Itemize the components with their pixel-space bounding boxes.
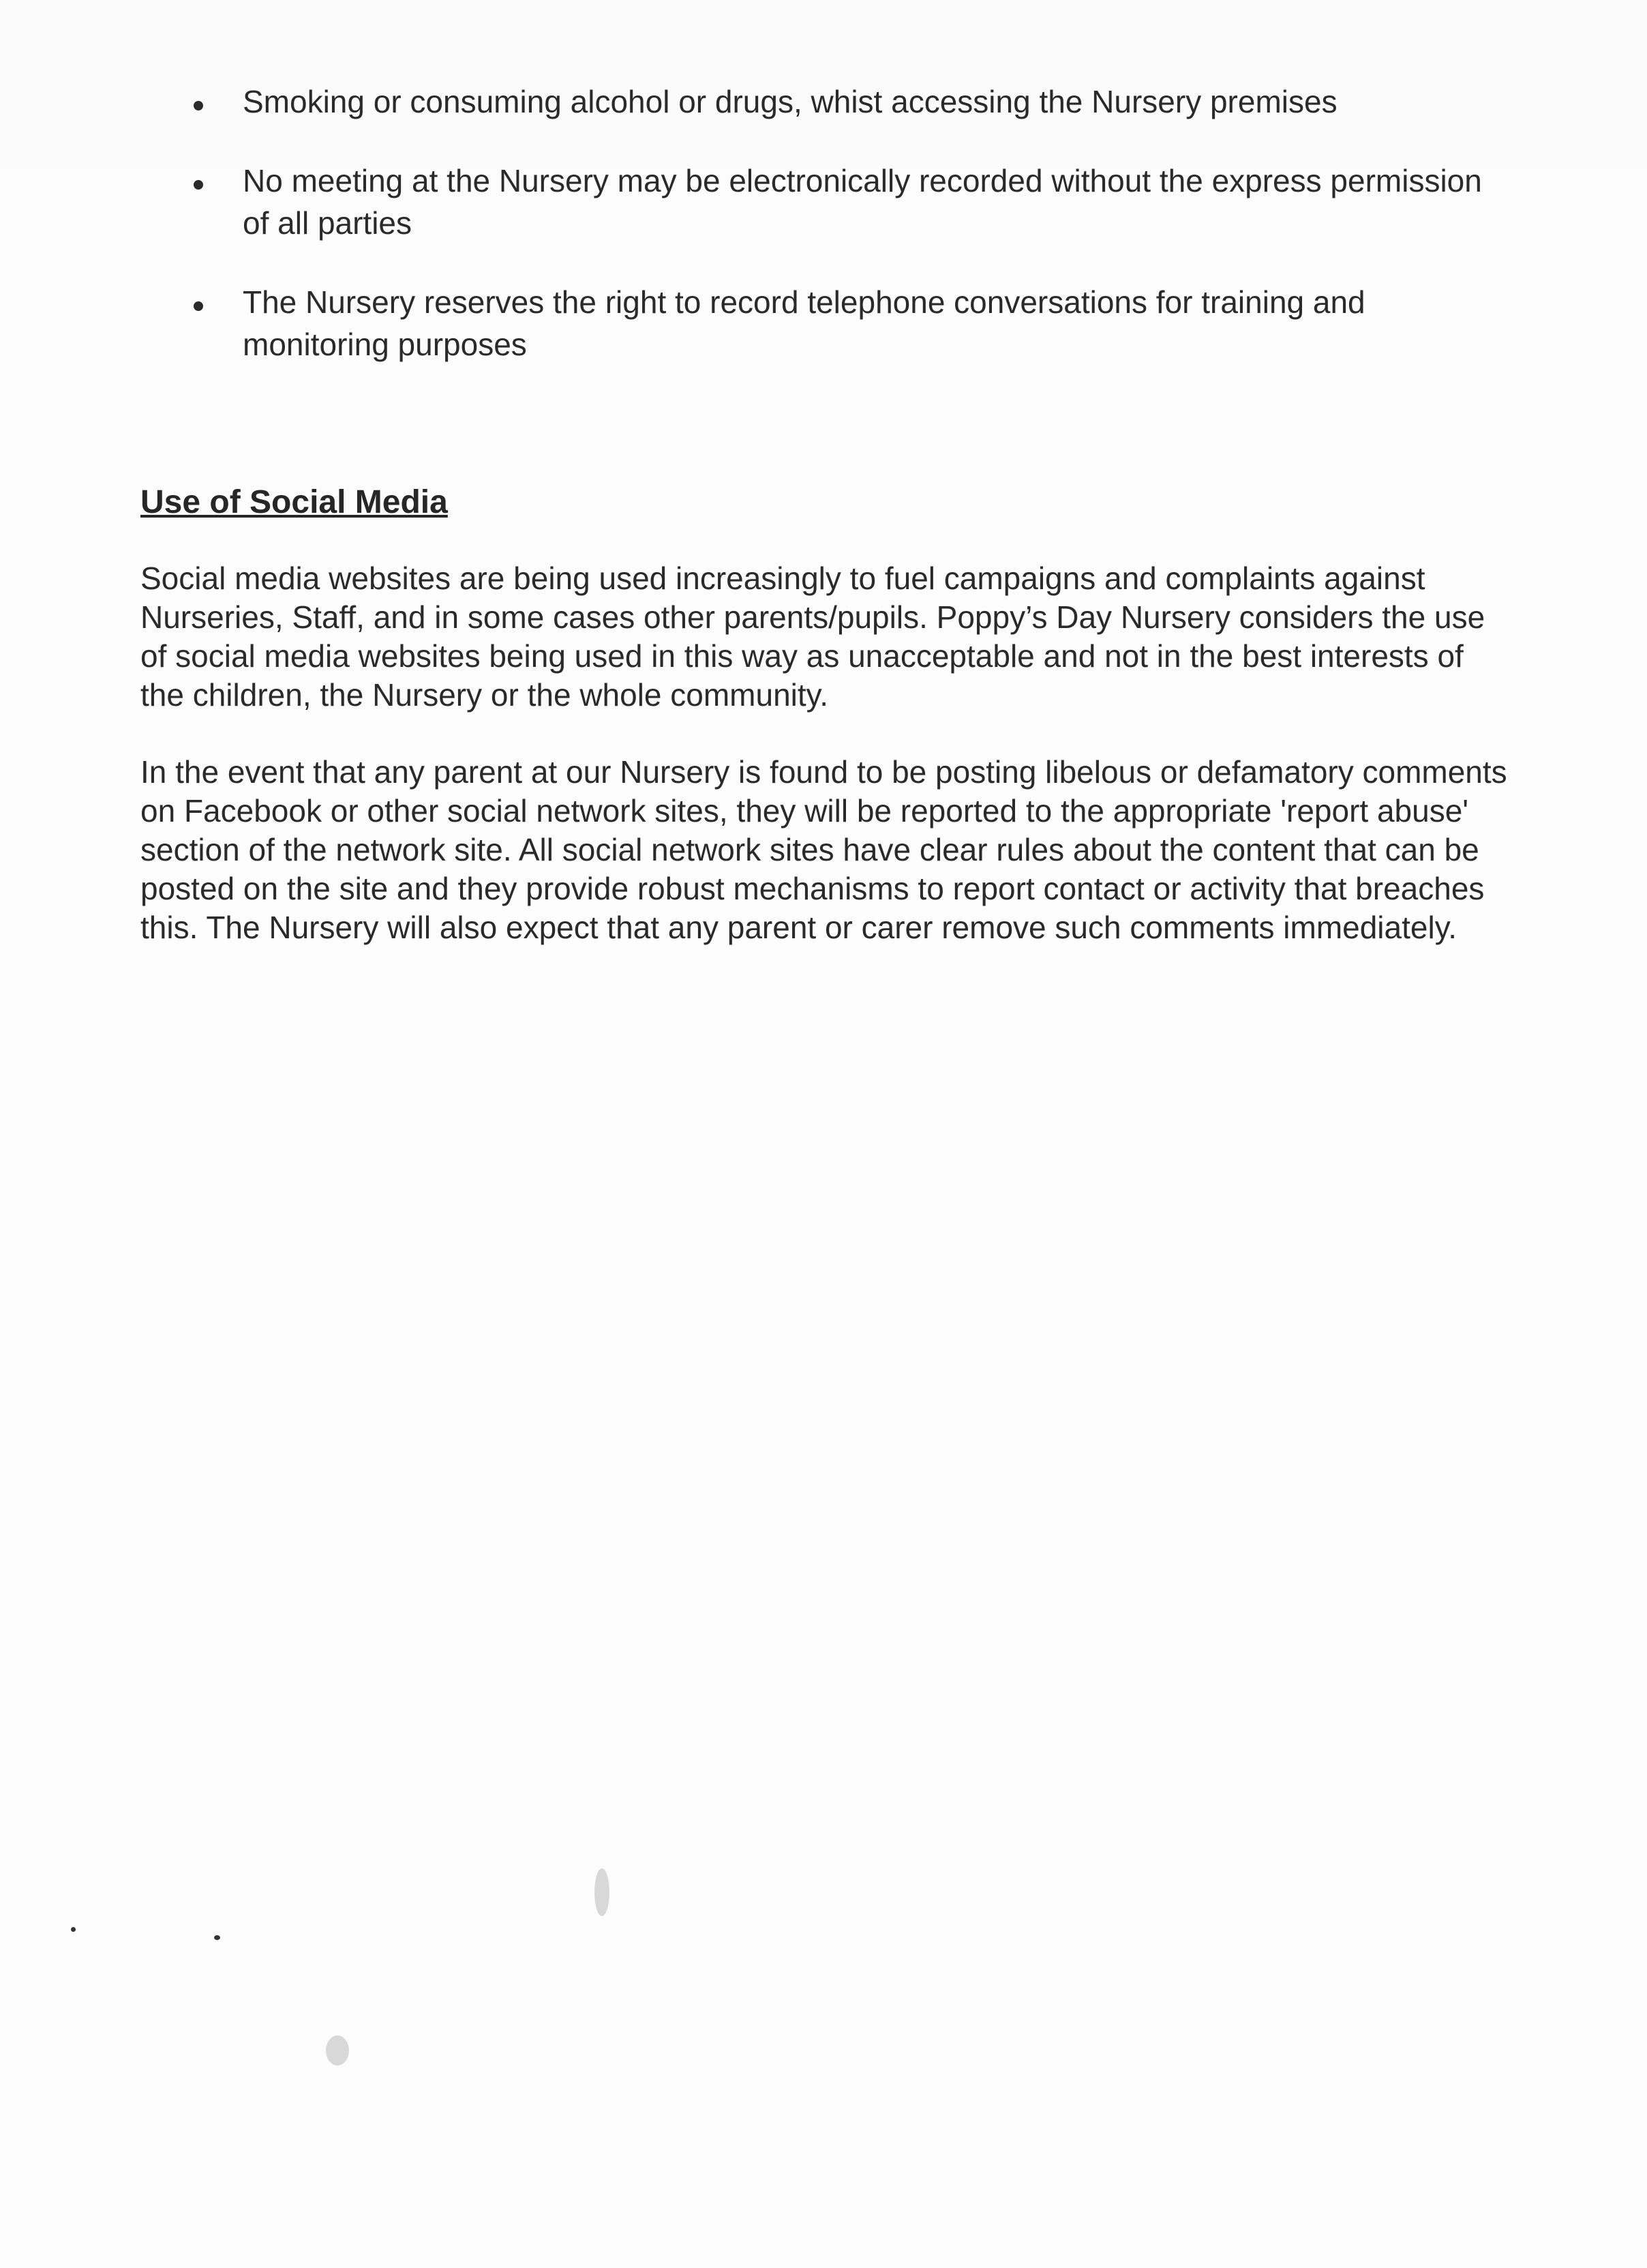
scan-smudge (594, 1868, 609, 1916)
scan-speck (71, 1927, 76, 1932)
bullet-dot-icon (194, 101, 203, 110)
paragraph-social-media-intro: Social media websites are being used increasingly to fuel campaigns and complaints against Nurseries, Staff, and in some cases other parents/pupils. Poppy’s Day Nursery considers the use of social media websites being used in this way as unacceptable and not in the best interests of the children, the Nursery or the whole community. (140, 561, 1485, 713)
bullet-text: Smoking or consuming alcohol or drugs, whist accessing the Nursery premises (243, 84, 1338, 119)
list-item (191, 80, 1507, 123)
bullet-list (191, 80, 1507, 402)
bullet-text: The Nursery reserves the right to record telephone conversations for training and monitoring purposes (243, 284, 1365, 362)
bullet-dot-icon (194, 301, 203, 311)
section-heading: Use of Social Media (140, 484, 448, 520)
list-item (191, 281, 1507, 365)
bullet-text: No meeting at the Nursery may be electronically recorded without the express permission of all parties (243, 163, 1482, 241)
paragraph-reporting-policy: In the event that any parent at our Nursery is found to be posting libelous or defamatory comments on Facebook or other social network sites, they will be reported to the appropriate 'report abuse' section of the network site. All social network sites have clear rules about the content that can be posted on the site and they provide robust mechanisms to report contact or activity that breaches this. The Nursery will also expect that any parent or carer remove such comments immediately. (140, 754, 1507, 945)
scan-smudge (326, 2035, 349, 2065)
list-item (191, 160, 1507, 244)
bullet-dot-icon (194, 180, 203, 190)
scan-speck (214, 1935, 220, 1940)
